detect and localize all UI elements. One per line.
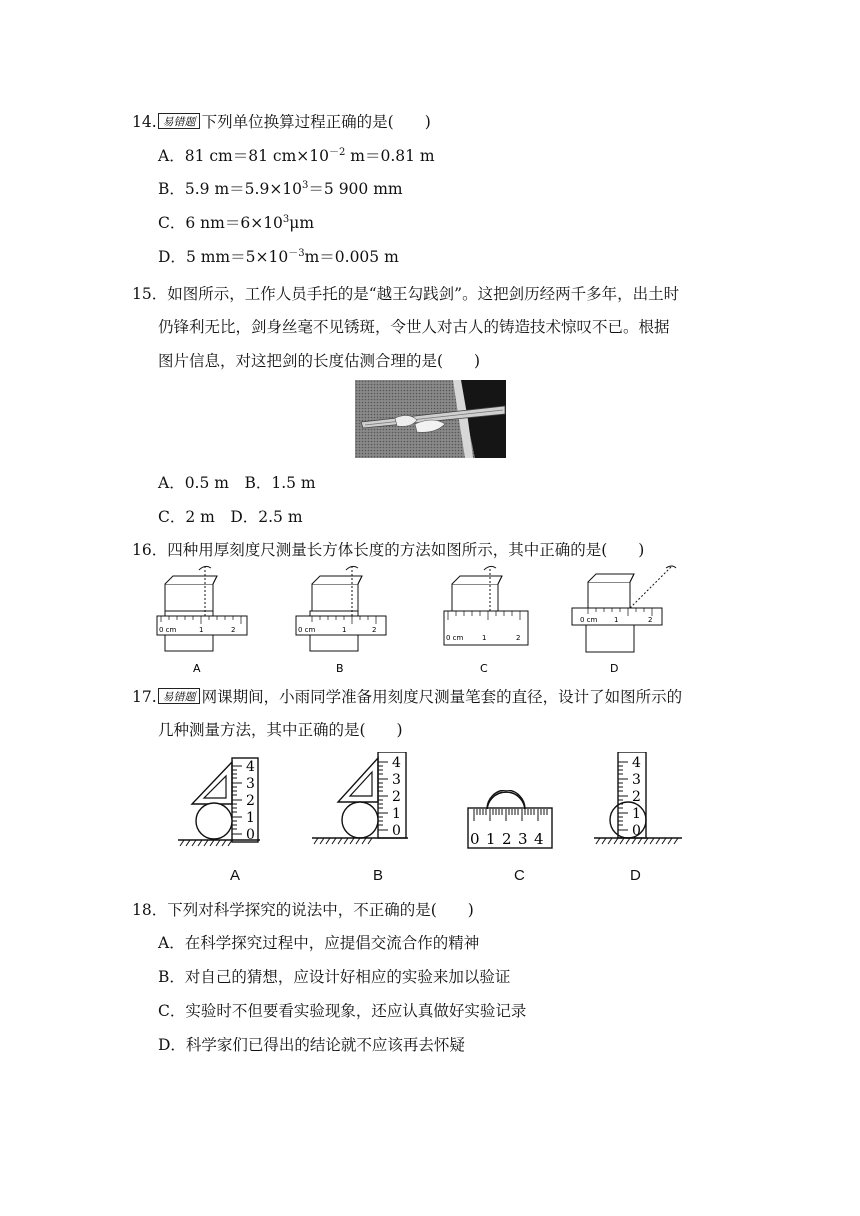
q17-figure-b: [312, 752, 422, 852]
svg-text:易错题: 易错题: [162, 690, 196, 704]
svg-text:3: 3: [392, 772, 401, 788]
q16-figure-b: [292, 562, 392, 677]
svg-text:易错题: 易错题: [162, 115, 196, 129]
q16-figure-a: [155, 562, 255, 677]
svg-text:4: 4: [246, 759, 255, 775]
error-prone-tag-icon: [158, 688, 200, 704]
svg-text:4: 4: [534, 830, 544, 848]
q18-stem: 18．下列对科学探究的说法中，不正确的是( ): [132, 901, 474, 919]
svg-text:C: C: [480, 662, 488, 675]
svg-text:D: D: [610, 662, 619, 675]
q17-label-b: B: [373, 867, 384, 884]
q17-figure-d: [594, 752, 686, 852]
svg-text:B: B: [336, 662, 344, 675]
svg-text:0: 0: [246, 827, 255, 843]
svg-text:0 cm: 0 cm: [159, 626, 177, 634]
svg-text:4: 4: [392, 755, 401, 771]
svg-text:3: 3: [632, 772, 641, 788]
svg-text:0 cm: 0 cm: [298, 626, 316, 634]
q17-label-a: A: [230, 867, 241, 884]
q17-figure-a: [178, 752, 278, 852]
svg-text:0: 0: [632, 823, 641, 839]
q15-stem-line2: 仍锋利无比，剑身丝毫不见锈斑，令世人对古人的铸造技术惊叹不已。根据: [158, 318, 670, 336]
svg-text:2: 2: [516, 634, 521, 642]
svg-text:0: 0: [392, 823, 401, 839]
q15-options-row1: A．0.5 m B．1.5 m: [158, 474, 316, 492]
q14-option-d: D．5 $mm=5\times 10^{-3}m=0.005$ m: [158, 248, 399, 266]
q16-figure-d: [568, 562, 688, 677]
svg-text:0 cm: 0 cm: [446, 634, 464, 642]
q15-options-row2: C．2 m D．2.5 m: [158, 508, 303, 526]
svg-text:A: A: [193, 662, 201, 675]
svg-text:1: 1: [246, 810, 255, 826]
q18-option-d: D．科学家们已得出的结论就不应该再去怀疑: [158, 1036, 465, 1054]
q15-stem-line1: 15．如图所示，工作人员手托的是“越王勾践剑”。这把剑历经两千多年，出土时: [132, 285, 680, 303]
svg-text:2: 2: [246, 793, 255, 809]
q15-stem-line3: 图片信息，对这把剑的长度估测合理的是( ): [158, 352, 481, 370]
svg-text:1: 1: [632, 806, 641, 822]
svg-text:3: 3: [246, 776, 255, 792]
q14-number: 14.: [132, 113, 157, 131]
svg-text:2: 2: [502, 830, 512, 848]
q17-figure-c: [466, 790, 558, 850]
q17-label-c: C: [514, 867, 525, 884]
svg-text:1: 1: [392, 806, 401, 822]
svg-text:1: 1: [614, 616, 619, 624]
q16-figure-c: [440, 562, 540, 677]
q14-option-c: C．6 $nm=6\times 10^3\mu m$: [158, 214, 315, 232]
svg-text:2: 2: [231, 626, 236, 634]
q14-stem: [132, 111, 431, 133]
q14-option-b: B．5.9 $m=5.9\times 10^3=5$ 900 mm: [158, 180, 403, 198]
q14-option-a: A．81 cm＝81 $cm\times 10^{-2}$ m＝0.81 m: [158, 147, 435, 165]
error-prone-tag-icon: [158, 113, 200, 129]
q18-option-b: B．对自己的猜想，应设计好相应的实验来加以验证: [158, 968, 511, 986]
q14-stem-text: 下列单位换算过程正确的是( ): [201, 113, 431, 131]
svg-text:2: 2: [372, 626, 377, 634]
svg-text:1: 1: [342, 626, 347, 634]
q18-option-a: A．在科学探究过程中，应提倡交流合作的精神: [158, 934, 480, 952]
q18-option-c: C．实验时不但要看实验现象，还应认真做好实验记录: [158, 1002, 527, 1020]
svg-text:2: 2: [632, 789, 641, 805]
svg-text:4: 4: [632, 755, 641, 771]
q17-label-d: D: [630, 867, 641, 884]
svg-text:0 cm: 0 cm: [580, 616, 598, 624]
sword-photo: [355, 380, 506, 458]
svg-text:3: 3: [518, 830, 528, 848]
svg-text:2: 2: [392, 789, 401, 805]
svg-text:1: 1: [486, 830, 496, 848]
svg-text:2: 2: [648, 616, 653, 624]
svg-text:1: 1: [482, 634, 487, 642]
q16-stem: 16．四种用厚刻度尺测量长方体长度的方法如图所示，其中正确的是( ): [132, 541, 645, 559]
svg-text:0: 0: [470, 830, 480, 848]
q17-stem-line1: 17. 易错题 网课期间，小雨同学准备用刻度尺测量笔套的直径，设计了如图所示的: [132, 688, 683, 706]
svg-text:1: 1: [199, 626, 204, 634]
q17-stem-line2: 几种测量方法，其中正确的是( ): [158, 721, 403, 739]
